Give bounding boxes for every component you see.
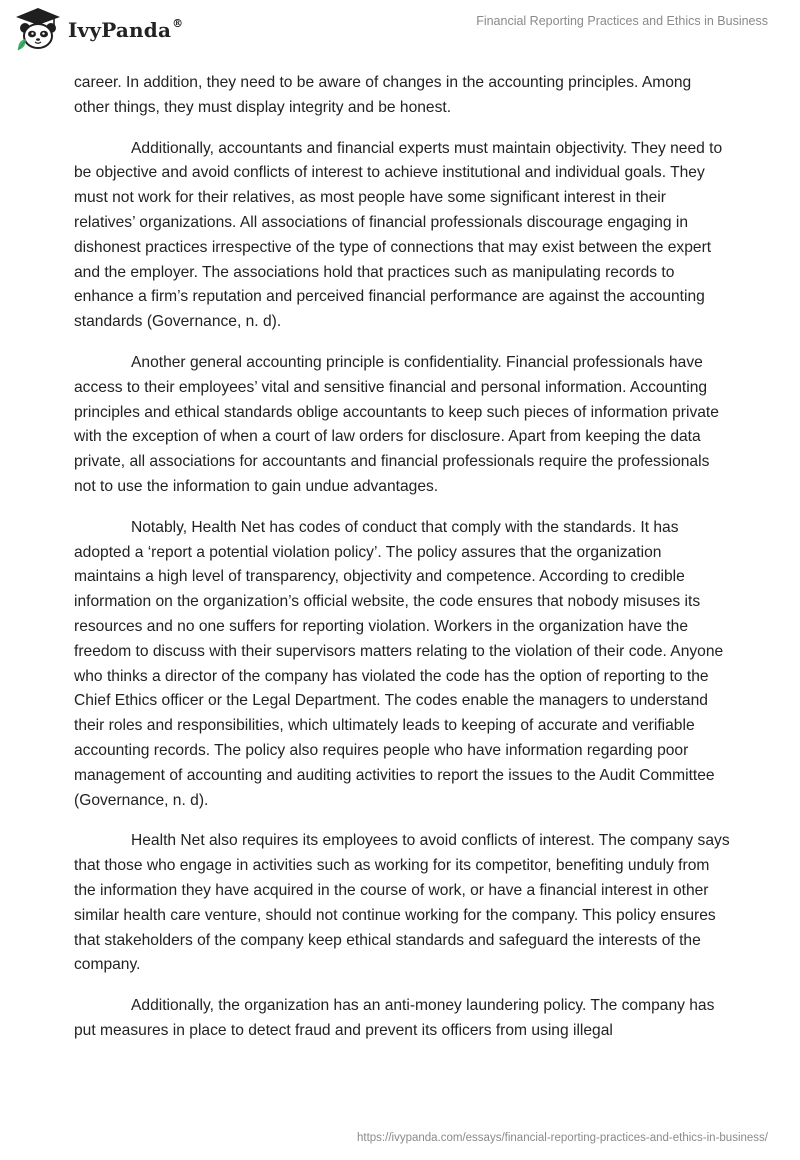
panda-graduation-icon bbox=[14, 6, 62, 52]
source-url[interactable]: https://ivypanda.com/essays/financial-reporting-practices-and-ethics-in-business/ bbox=[357, 1132, 768, 1144]
paragraph-confidentiality: Another general accounting principle is confidentiality. Financial professionals have access to their employees’ vital and sensitive financial and personal information. Accounting principles and ethical standards oblige accountants to keep such pieces of information private with the exception of when a court of law orders for disclosure. Apart from keeping the data private, all associations for accountants and financial professionals require the professionals not to use the information to gain undue advantages. bbox=[74, 353, 719, 495]
document-title: Financial Reporting Practices and Ethics in Business bbox=[476, 14, 768, 28]
paragraph-continued: career. In addition, they need to be aware of changes in the accounting principles. Among other things, they must display integrity and be honest. bbox=[74, 74, 692, 116]
essay-body bbox=[74, 71, 730, 1060]
ivypanda-logo[interactable] bbox=[14, 6, 183, 52]
paragraph-conflicts-of-interest: Health Net also requires its employees to avoid conflicts of interest. The company says that those who engage in activities such as working for its competitor, benefiting unduly from the information they have acquired in the course of work, or have a financial interest in other similar health care venture, should not continue working for the company. This policy ensures that stakeholders of the company keep ethical standards and safeguard the interests of the company. bbox=[74, 832, 730, 974]
page-header bbox=[0, 0, 800, 60]
brand-name: IvyPanda® bbox=[68, 16, 184, 42]
paragraph-anti-money-laundering: Additionally, the organization has an anti-money laundering policy. The company has put measures in place to detect fraud and prevent its officers from using illegal bbox=[74, 997, 715, 1039]
paragraph-codes-of-conduct: Notably, Health Net has codes of conduct that comply with the standards. It has adopted a ‘report a potential violation policy’. The policy assures that the organization maintains a high level of transparency, objectivity and competence. According to credible information on the organization’s official website, the code ensures that nobody misuses its resources and no one suffers for reporting violation. Workers in the organization have the freedom to discuss with their supervisors matters relating to the violation of their code. Anyone who thinks a director of the company has violated the code has the option of reporting to the Chief Ethics officer or the Legal Department. The codes enable the managers to understand their roles and responsibilities, which ultimately leads to keeping of accurate and verifiable accounting records. The policy also requires people who have information regarding poor management of accounting and auditing activities to report the issues to the Audit Committee (Governance, n. d). bbox=[74, 518, 724, 809]
paragraph-objectivity: Additionally, accountants and financial experts must maintain objectivity. They need to be objective and avoid conflicts of interest to achieve institutional and individual goals. They must not work for their relatives, as most people have some significant interest in their relatives’ organizations. All associations of financial professionals discourage engaging in dishonest practices irrespective of the type of connections that may exist between the expert and the employer. The associations hold that practices such as manipulating records to enhance a firm’s reputation and perceived financial performance are against the accounting standards (Governance, n. d). bbox=[74, 139, 723, 331]
